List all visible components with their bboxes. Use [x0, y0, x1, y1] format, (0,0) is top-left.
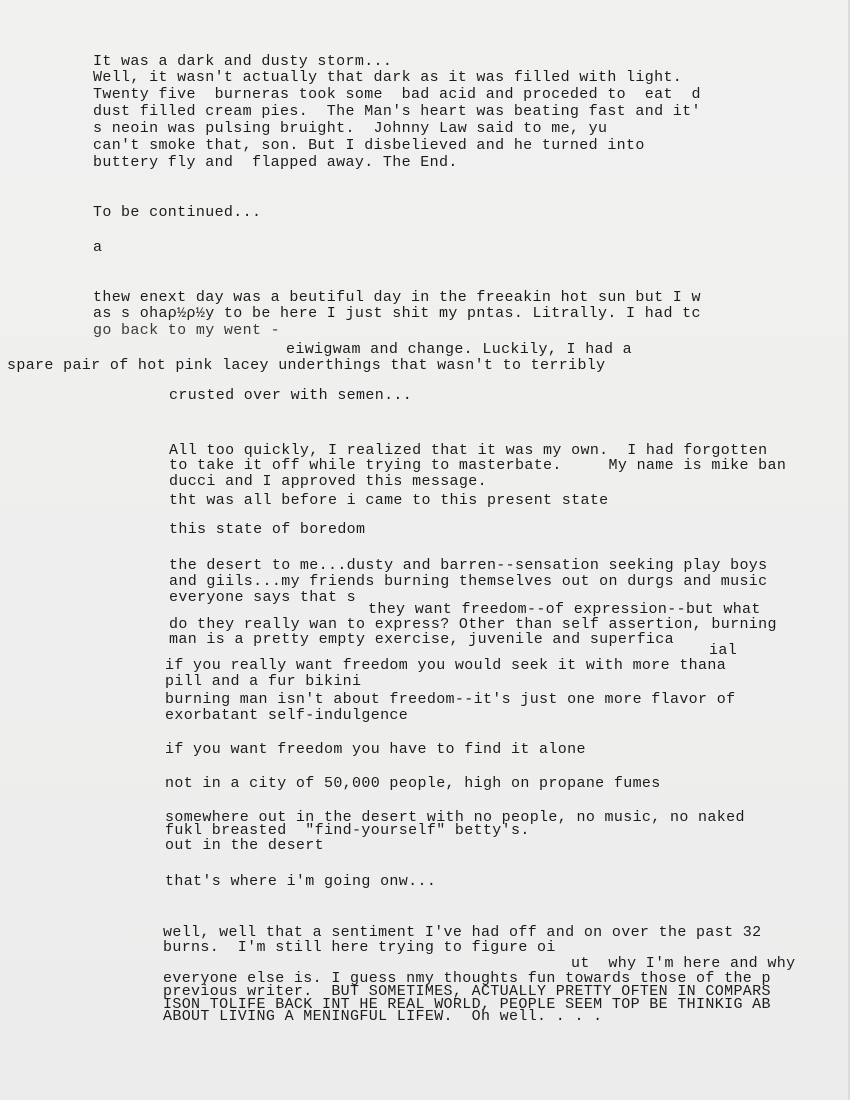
text-line: ial	[709, 642, 738, 659]
text-line: Well, it wasn't actually that dark as it was filled with light.	[93, 69, 683, 86]
text-line: ABOUT LIVING A MENINGFUL LIFEW. Oh well. . . .	[163, 1008, 603, 1025]
text-line: if you really want freedom you would seek it with more thana	[165, 657, 727, 674]
text-line: they want freedom--of expression--but what	[368, 601, 761, 618]
text-line: previous writer. BUT SOMETIMES, ACTUALLY PRETTY OFTEN IN COMPARS	[163, 983, 771, 1000]
text-line: Twenty five burneras took some bad acid and proceded to eat d	[93, 86, 701, 103]
text-line: to take it off while trying to masterbate. My name is mike ban	[169, 457, 787, 474]
text-line: exorbatant self-indulgence	[165, 707, 409, 724]
text-line: a	[93, 239, 103, 256]
text-line: burning man isn't about freedom--it's just one more flavor of	[165, 691, 736, 708]
text-line: buttery fly and flapped away. The End.	[93, 154, 458, 171]
text-line: All too quickly, I realized that it was my own. I had forgotten	[169, 442, 768, 459]
text-line: eiwigwam and change. Luckily, I had a	[286, 341, 633, 358]
text-line: go back to my went -	[93, 322, 281, 339]
text-line: not in a city of 50,000 people, high on propane fumes	[165, 775, 661, 792]
text-line: man is a pretty empty exercise, juvenile and superfica	[169, 631, 674, 648]
text-line: out in the desert	[165, 837, 324, 854]
text-line: It was a dark and dusty storm...	[93, 53, 393, 70]
text-line: thew enext day was a beutiful day in the freeakin hot sun but I w	[93, 289, 701, 306]
text-line: dust filled cream pies. The Man's heart was beating fast and it'	[93, 103, 701, 120]
text-line: ut why I'm here and why	[571, 955, 796, 972]
text-line: that's where i'm going onw...	[165, 873, 437, 890]
text-line: pill and a fur bikini	[165, 673, 362, 690]
text-line: ducci and I approved this message.	[169, 473, 487, 490]
text-line: can't smoke that, son. But I disbelieved and he turned into	[93, 137, 645, 154]
text-line: somewhere out in the desert with no people, no music, no naked	[165, 809, 745, 826]
text-line: well, well that a sentiment I've had off and on over the past 32	[163, 924, 762, 941]
text-line: everyone else is. I guess nmy thoughts fun towards those of the p	[163, 970, 771, 987]
text-line: the desert to me...dusty and barren--sensation seeking play boys	[169, 557, 768, 574]
text-line: To be continued...	[93, 204, 262, 221]
text-line: fukl breasted "find-yourself" betty's.	[165, 822, 530, 839]
text-line: spare pair of hot pink lacey underthings that wasn't to terribly	[7, 357, 606, 374]
text-line: ISON TOLIFE BACK INT HE REAL WORLD, PEOPLE SEEM TOP BE THINKIG AB	[163, 996, 771, 1013]
text-line: everyone says that s	[169, 589, 357, 606]
text-line: tht was all before i came to this present state	[169, 492, 609, 509]
text-line: if you want freedom you have to find it alone	[165, 741, 586, 758]
text-line: do they really wan to express? Other than self assertion, burning	[169, 616, 777, 633]
text-line: as s ohaρ½ρ½y to be here I just shit my pntas. Litrally. I had tc	[93, 305, 701, 322]
text-line: this state of boredom	[169, 521, 366, 538]
text-line: crusted over with semen...	[169, 387, 413, 404]
text-line: burns. I'm still here trying to figure oi	[163, 939, 556, 956]
text-line: and giils...my friends burning themselves out on durgs and music	[169, 573, 768, 590]
text-line: s neoin was pulsing bruight. Johnny Law said to me, yu	[93, 120, 608, 137]
